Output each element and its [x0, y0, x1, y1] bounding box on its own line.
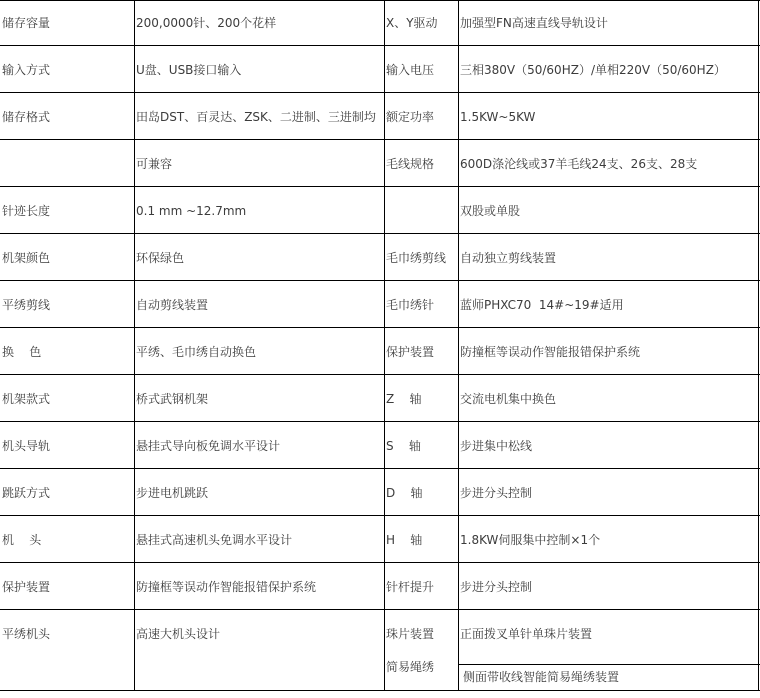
- spec-value: 环保绿色: [136, 251, 185, 265]
- spec-value: 1.5KW~5KW: [460, 110, 536, 124]
- spec-value: 悬挂式高速机头免调水平设计: [136, 533, 293, 547]
- spec-value: 防撞框等误动作智能报错保护系统: [136, 580, 317, 594]
- grid-line: [0, 0, 760, 1]
- spec-value: 步进分头控制: [460, 486, 533, 500]
- spec-label: 机头导轨: [2, 439, 51, 453]
- grid-line: [0, 421, 760, 422]
- grid-line: [384, 0, 385, 691]
- spec-label: 换 色: [2, 345, 42, 359]
- spec-label: 保护装置: [386, 345, 435, 359]
- spec-value: 悬挂式导向板免调水平设计: [136, 439, 281, 453]
- spec-value: 加强型FN高速直线导轨设计: [460, 16, 608, 30]
- grid-line: [0, 468, 760, 469]
- spec-label: H 轴: [386, 533, 423, 547]
- grid-line: [134, 0, 135, 691]
- spec-label: 机架款式: [2, 392, 51, 406]
- spec-label: 输入电压: [386, 63, 435, 77]
- grid-line: [0, 186, 760, 187]
- spec-value: 高速大机头设计: [136, 627, 221, 641]
- grid-line: [0, 280, 760, 281]
- spec-value: 侧面带收线智能简易绳绣装置: [463, 670, 620, 684]
- spec-value: 双股或单股: [460, 204, 521, 218]
- spec-value: 蓝师PHXC70 14#~19#适用: [460, 298, 624, 312]
- spec-label: 毛巾绣针: [386, 298, 435, 312]
- spec-value: 桥式武钢机架: [136, 392, 209, 406]
- spec-label: 平绣机头: [2, 627, 51, 641]
- spec-value: 可兼容: [136, 157, 173, 171]
- spec-value: 0.1 mm ~12.7mm: [136, 204, 247, 218]
- spec-value: 600D涤沦线或37羊毛线24支、26支、28支: [460, 157, 698, 171]
- spec-label: 毛线规格: [386, 157, 435, 171]
- spec-value: 自动剪线装置: [136, 298, 209, 312]
- spec-value: U盘、USB接口输入: [136, 63, 242, 77]
- spec-value: 步进电机跳跃: [136, 486, 209, 500]
- spec-label: 跳跃方式: [2, 486, 51, 500]
- spec-label: 储存容量: [2, 16, 51, 30]
- spec-value: 1.8KW伺服集中控制×1个: [460, 533, 601, 547]
- spec-label: 平绣剪线: [2, 298, 51, 312]
- grid-line: [0, 233, 760, 234]
- grid-line: [0, 690, 760, 691]
- spec-label: 针迹长度: [2, 204, 51, 218]
- spec-value: 正面拨叉单针单珠片装置: [460, 627, 593, 641]
- spec-value: 自动独立剪线装置: [460, 251, 557, 265]
- spec-label: 针杆提升: [386, 580, 435, 594]
- grid-line: [758, 0, 759, 691]
- spec-label: 机架颜色: [2, 251, 51, 265]
- spec-value: 平绣、毛巾绣自动换色: [136, 345, 257, 359]
- spec-value: 步进集中松线: [460, 439, 533, 453]
- spec-label: 毛巾绣剪线: [386, 251, 447, 265]
- grid-line: [0, 92, 760, 93]
- spec-label: 额定功率: [386, 110, 435, 124]
- spec-label: Z 轴: [386, 392, 422, 406]
- spec-value: 交流电机集中换色: [460, 392, 557, 406]
- spec-label: 简易绳绣: [386, 660, 435, 674]
- spec-label: S 轴: [386, 439, 421, 453]
- spec-label: X、Y驱动: [386, 16, 438, 30]
- grid-line: [0, 327, 760, 328]
- grid-line: [0, 139, 760, 140]
- grid-line: [0, 562, 760, 563]
- grid-line: [458, 0, 459, 691]
- grid-line: [459, 664, 760, 665]
- spec-label: 珠片装置: [386, 627, 435, 641]
- spec-label: 保护装置: [2, 580, 51, 594]
- spec-label: 机 头: [2, 533, 42, 547]
- grid-line: [0, 45, 760, 46]
- spec-value: 田岛DST、百灵达、ZSK、二进制、三进制均: [136, 110, 376, 124]
- grid-line: [0, 515, 760, 516]
- spec-value: 200,0000针、200个花样: [136, 16, 277, 30]
- spec-label: 储存格式: [2, 110, 51, 124]
- grid-line: [0, 374, 760, 375]
- grid-line: [0, 609, 760, 610]
- spec-label: 输入方式: [2, 63, 51, 77]
- spec-value: 防撞框等误动作智能报错保护系统: [460, 345, 641, 359]
- spec-value: 三相380V（50/60HZ）/单相220V（50/60HZ）: [460, 63, 726, 77]
- spec-label: D 轴: [386, 486, 423, 500]
- spec-value: 步进分头控制: [460, 580, 533, 594]
